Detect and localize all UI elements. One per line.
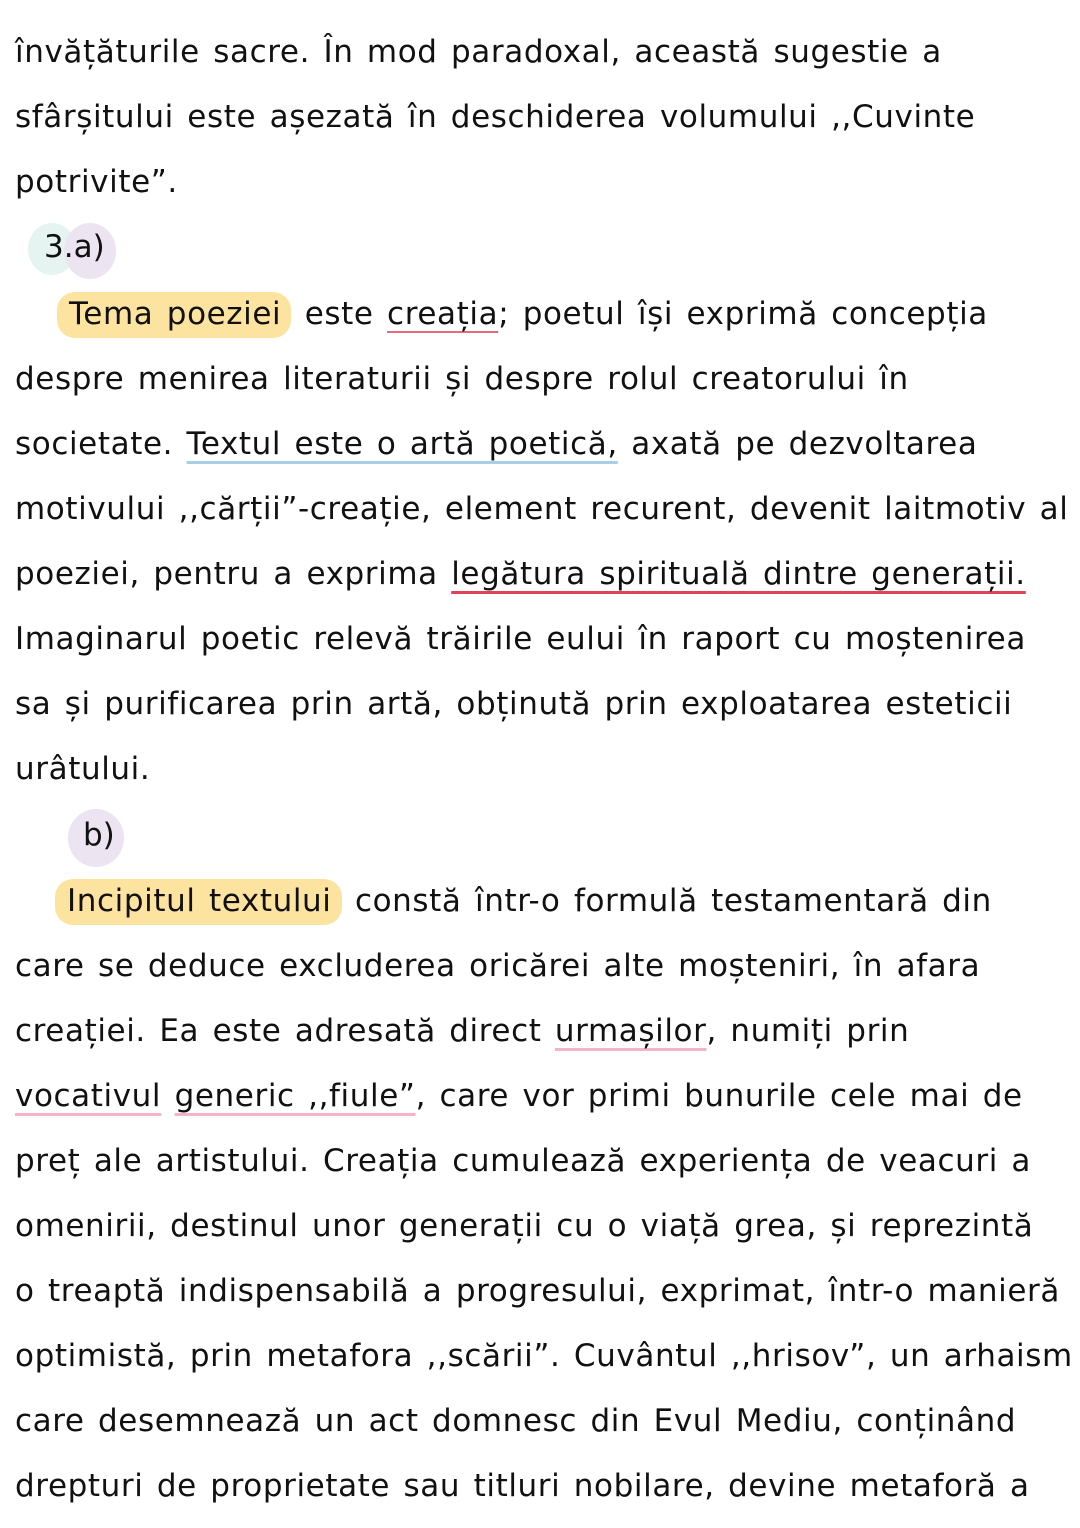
paragraph-line: Tema poeziei este creația; poetul își exprimă concepția <box>57 282 988 347</box>
paragraph-line: învățăturile sacre. În mod paradoxal, această sugestie a <box>15 34 942 70</box>
paragraph-line: potrivite”. <box>15 164 178 200</box>
section-b-badge <box>68 803 138 868</box>
section-3a-badge <box>28 215 128 280</box>
paragraph-line: Imaginarul poetic relevă trăirile eului în raport cu moștenirea <box>15 621 1026 657</box>
underlined-phrase: Textul este o artă poetică, <box>186 426 618 462</box>
underlined-phrase: legătura spirituală dintre generații. <box>451 556 1026 592</box>
underlined-term: creația <box>387 296 499 332</box>
paragraph-line: urâtului. <box>15 751 151 787</box>
paragraph-line: creației. Ea este adresată direct urmașilor, numiți prin <box>15 1013 910 1049</box>
paragraph-line: omenirii, destinul unor generații cu o viață grea, și reprezintă <box>15 1208 1034 1244</box>
paragraph-line: care desemnează un act domnesc din Evul Mediu, conținând <box>15 1403 1017 1439</box>
underlined-term: urmașilor <box>554 1013 707 1049</box>
underlined-term: vocativul <box>15 1078 162 1114</box>
paragraph-line: optimistă, prin metafora ,,scării”. Cuvântul ,,hrisov”, un arhaism <box>15 1338 1073 1374</box>
paragraph-line: Incipitul textului constă într-o formulă testamentară din <box>55 869 992 934</box>
underlined-term: generic ,,fiule” <box>174 1078 416 1114</box>
paragraph-line: poeziei, pentru a exprima legătura spirituală dintre generații. <box>15 556 1026 592</box>
highlighted-term: Tema poeziei <box>57 292 291 338</box>
section-label: 3.a) <box>44 229 105 265</box>
paragraph-line: care se deduce excluderea oricărei alte moșteniri, în afara <box>15 948 981 984</box>
paragraph-line: o treaptă indispensabilă a progresului, exprimat, într-o manieră <box>15 1273 1060 1309</box>
highlighted-term: Incipitul textului <box>55 879 342 925</box>
paragraph-line: motivului ,,cărții”-creație, element recurent, devenit laitmotiv al <box>15 491 1069 527</box>
paragraph-line: sa și purificarea prin artă, obținută prin exploatarea esteticii <box>15 686 1013 722</box>
paragraph-line: societate. Textul este o artă poetică, axată pe dezvoltarea <box>15 426 978 462</box>
paragraph-line: sfârșitului este așezată în deschiderea volumului ,,Cuvinte <box>15 99 976 135</box>
paragraph-line: vocativul generic ,,fiule”, care vor primi bunurile cele mai de <box>15 1078 1023 1114</box>
paragraph-line: despre menirea literaturii și despre rolul creatorului în <box>15 361 909 397</box>
section-label: b) <box>83 817 115 853</box>
paragraph-line: preț ale artistului. Creația cumulează experiența de veacuri a <box>15 1143 1031 1179</box>
paragraph-line: drepturi de proprietate sau titluri nobilare, devine metaforă a <box>15 1468 1030 1504</box>
